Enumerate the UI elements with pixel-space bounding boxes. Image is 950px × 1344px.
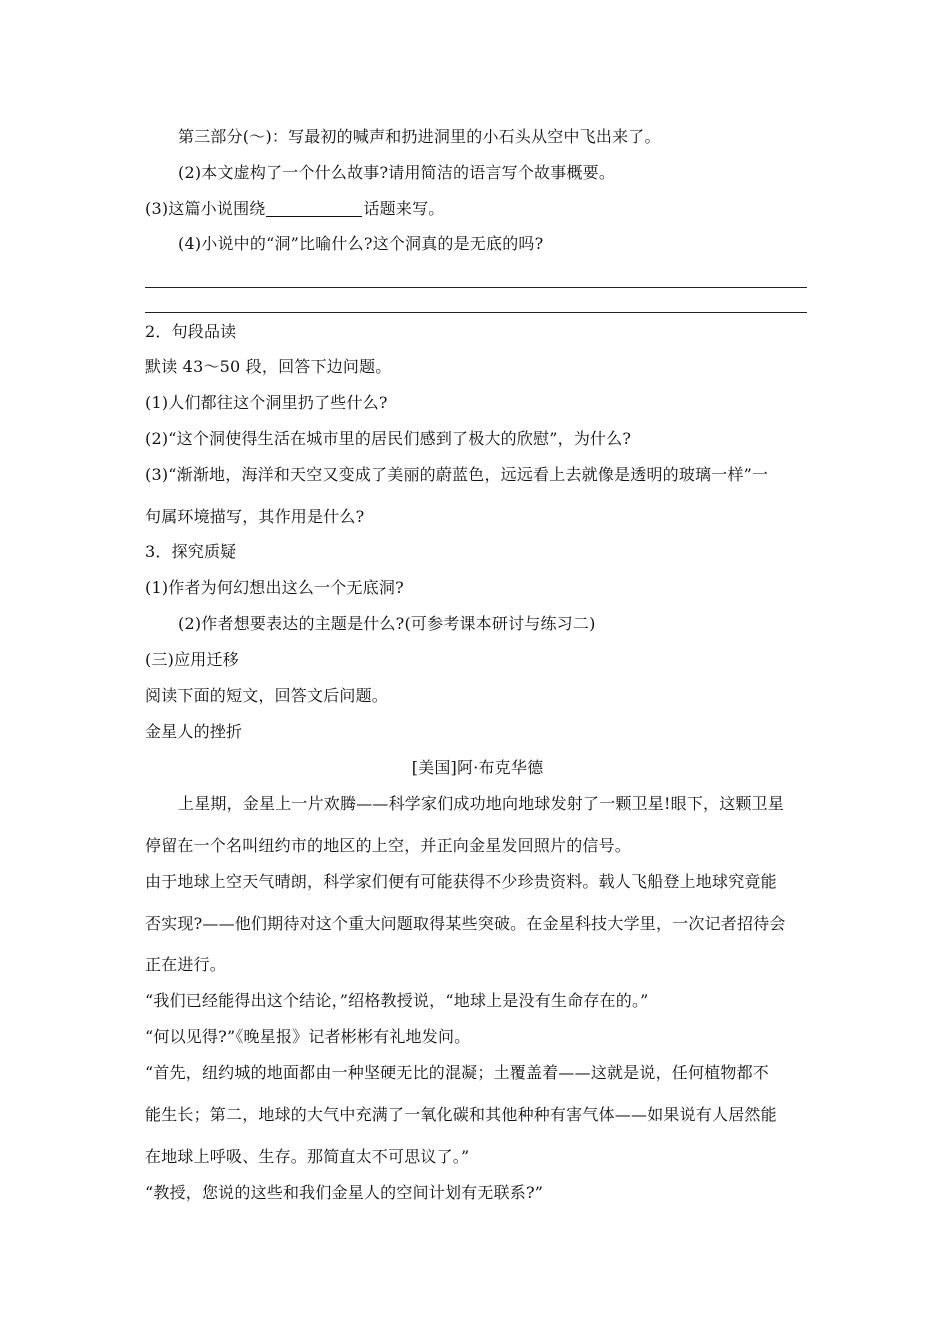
story-paragraph: 在地球上呼吸、生存。那简直太不可思议了。” — [145, 1147, 470, 1166]
story-author: [美国]阿·布克华德 — [411, 758, 544, 777]
story-paragraph: 能生长；第二，地球的大气中充满了一氧化碳和其他种种有害气体——如果说有人居然能 — [145, 1105, 777, 1124]
question-3 — [145, 199, 810, 219]
question-3-prefix: (3)这篇小说围绕 — [145, 199, 266, 218]
question-item: (1)作者为何幻想出这么一个无底洞? — [145, 578, 404, 597]
story-paragraph: “我们已经能得出这个结论，”绍格教授说，“地球上是没有生命存在的。” — [145, 991, 649, 1010]
question-item: (2)作者想要表达的主题是什么?(可参考课本研讨与练习二) — [178, 614, 596, 633]
section-instruction: 默读 43〜50 段，回答下边问题。 — [145, 357, 392, 376]
part3-summary: 第三部分(〜)：写最初的喊声和扔进洞里的小石头从空中飞出来了。 — [178, 127, 661, 146]
section-heading: 3．探究质疑 — [145, 542, 237, 561]
question-item-continued: 句属环境描写，其作用是什么? — [145, 507, 365, 526]
section-heading: 2．句段品读 — [145, 322, 237, 341]
story-paragraph: 否实现?——他们期待对这个重大问题取得某些突破。在金星科技大学里，一次记者招待会 — [145, 914, 786, 933]
story-paragraph: 正在进行。 — [145, 955, 227, 974]
story-paragraph: “首先，纽约城的地面都由一种坚硬无比的混凝；土覆盖着——这就是说，任何植物都不 — [145, 1063, 769, 1082]
question-2: (2)本文虚构了一个什么故事?请用简洁的语言写个故事概要。 — [178, 163, 616, 182]
answer-line — [145, 287, 807, 288]
story-paragraph: 由于地球上空天气晴朗，科学家们便有可能获得不少珍贵资料。载人飞船登上地球究竟能 — [145, 872, 777, 891]
story-paragraph: 停留在一个名叫纽约市的地区的上空，并正向金星发回照片的信号。 — [145, 836, 632, 855]
story-title: 金星人的挫折 — [145, 722, 243, 741]
question-item: (3)“渐渐地，海洋和天空又变成了美丽的蔚蓝色，远远看上去就像是透明的玻璃一样”一 — [145, 465, 769, 484]
section-heading: (三)应用迁移 — [145, 650, 239, 669]
question-item: (1)人们都往这个洞里扔了些什么? — [145, 393, 388, 412]
section-instruction: 阅读下面的短文，回答文后问题。 — [145, 686, 389, 705]
question-4: (4)小说中的“洞”比喻什么?这个洞真的是无底的吗? — [178, 234, 544, 253]
answer-blank — [266, 200, 362, 217]
question-item: (2)“这个洞使得生活在城市里的居民们感到了极大的欣慰”，为什么? — [145, 429, 632, 448]
story-paragraph: 上星期，金星上一片欢腾——科学家们成功地向地球发射了一颗卫星!眼下，这颗卫星 — [178, 794, 785, 813]
answer-line — [145, 312, 807, 313]
question-3-suffix: 话题来写。 — [363, 199, 445, 218]
story-paragraph: “何以见得?”《晚星报》记者彬彬有礼地发问。 — [145, 1027, 471, 1046]
story-paragraph: “教授，您说的这些和我们金星人的空间计划有无联系?” — [145, 1183, 544, 1202]
